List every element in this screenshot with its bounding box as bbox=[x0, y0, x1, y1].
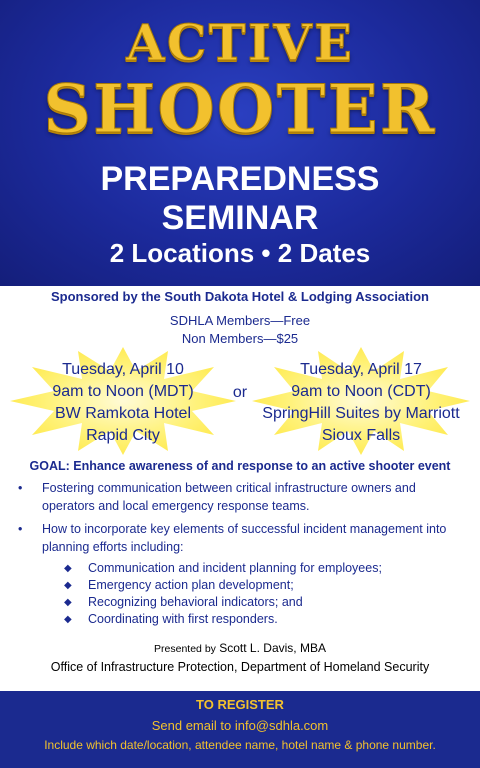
register-details: Include which date/location, attendee name, hotel name & phone number. bbox=[44, 738, 436, 752]
subtitle-seminar: SEMINAR bbox=[161, 199, 319, 237]
diamond-bullet-icon: ◆ bbox=[64, 580, 72, 591]
title-active: ACTIVE bbox=[125, 13, 355, 72]
sub-bullet-text: Communication and incident planning for employees; bbox=[88, 561, 382, 575]
list-item bbox=[64, 611, 464, 628]
register-footer bbox=[0, 691, 480, 768]
bullet-dot-icon: • bbox=[18, 522, 23, 536]
bullet-text: Fostering communication between critical infrastructure owners and operators and local emergency response teams. bbox=[42, 481, 416, 513]
presenter-name: Scott L. Davis, MBA bbox=[219, 641, 326, 655]
title-shooter: SHOOTER bbox=[43, 70, 437, 148]
event-time: 9am to Noon (MDT) bbox=[52, 383, 194, 400]
presenter-line bbox=[0, 641, 480, 655]
bullet-text: How to incorporate key elements of successful incident management into planning efforts including: bbox=[42, 522, 447, 554]
sub-bullet-list bbox=[64, 560, 464, 628]
tagline: 2 Locations • 2 Dates bbox=[109, 238, 371, 268]
event-venue: SpringHill Suites by Marriott bbox=[262, 405, 460, 422]
goal-statement: GOAL: Enhance awareness of and response to an active shooter event bbox=[29, 459, 451, 473]
event-date: Tuesday, April 10 bbox=[62, 361, 184, 378]
event-city: Sioux Falls bbox=[321, 427, 401, 444]
sub-bullet-text: Coordinating with first responders. bbox=[88, 612, 278, 626]
diamond-bullet-icon: ◆ bbox=[64, 597, 72, 608]
list-item bbox=[64, 577, 464, 594]
list-item bbox=[14, 520, 464, 556]
list-item bbox=[64, 594, 464, 611]
subtitle-preparedness: PREPAREDNESS bbox=[100, 160, 380, 198]
event-venue: BW Ramkota Hotel bbox=[54, 405, 192, 422]
fee-non-members: Non Members—$25 bbox=[181, 331, 299, 346]
event-rapid-city bbox=[8, 359, 238, 447]
register-email[interactable]: Send email to info@sdhla.com bbox=[151, 718, 329, 733]
event-city: Rapid City bbox=[86, 427, 160, 444]
list-item bbox=[14, 479, 464, 515]
event-time: 9am to Noon (CDT) bbox=[291, 383, 431, 400]
presenter-prefix: Presented by bbox=[154, 643, 216, 655]
diamond-bullet-icon: ◆ bbox=[64, 614, 72, 625]
diamond-bullet-icon: ◆ bbox=[64, 563, 72, 574]
presenter-office: Office of Infrastructure Protection, Department of Homeland Security bbox=[50, 660, 430, 674]
list-item bbox=[64, 560, 464, 577]
bullet-dot-icon: • bbox=[18, 481, 23, 495]
or-separator: or bbox=[232, 384, 248, 401]
header-banner bbox=[0, 0, 480, 286]
sub-bullet-text: Recognizing behavioral indicators; and bbox=[88, 595, 303, 609]
event-date: Tuesday, April 17 bbox=[300, 361, 422, 378]
register-heading: TO REGISTER bbox=[196, 697, 284, 712]
sponsor-line: Sponsored by the South Dakota Hotel & Lodging Association bbox=[51, 289, 429, 304]
event-sioux-falls bbox=[250, 359, 472, 447]
sub-bullet-text: Emergency action plan development; bbox=[88, 578, 294, 592]
fee-members: SDHLA Members—Free bbox=[169, 313, 311, 328]
bullet-list bbox=[14, 479, 464, 561]
